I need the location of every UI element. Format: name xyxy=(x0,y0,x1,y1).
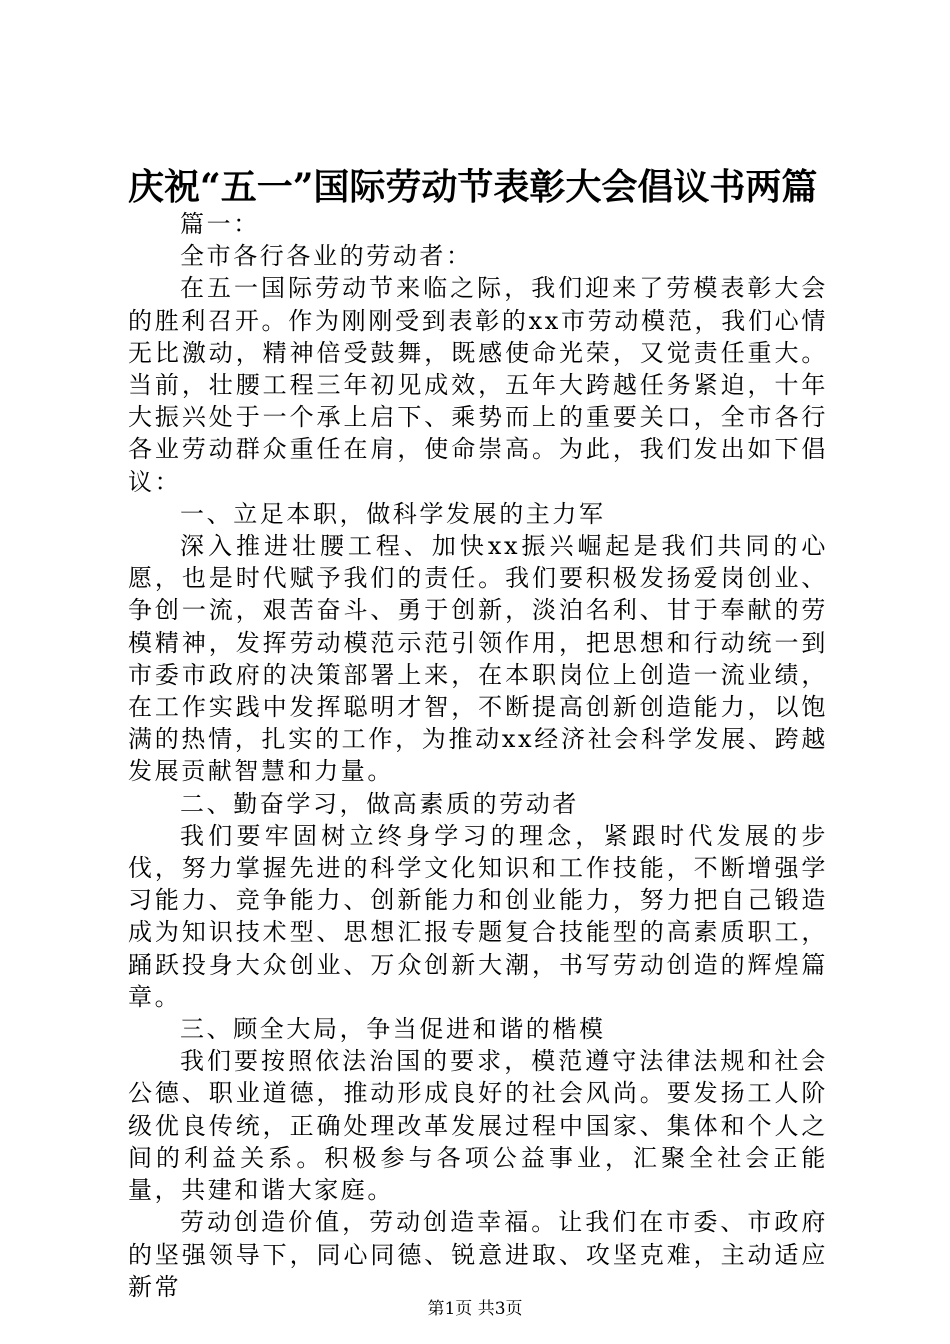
paragraph-three: 我们要按照依法治国的要求，模范遵守法律法规和社会公德、职业道德，推动形成良好的社会风尚。要发扬工人阶级优良传统，正确处理改革发展过程中国家、集体和个人之间的利益关系。积极参与各项公益事业，汇聚全社会正能量，共建和谐大家庭。 xyxy=(128,1047,828,1205)
document-body xyxy=(128,208,828,1303)
heading-one: 一、立足本职，做科学发展的主力军 xyxy=(180,499,606,528)
document-title: 庆祝“五一”国际劳动节表彰大会倡议书两篇 xyxy=(128,166,818,208)
paragraph-two: 我们要牢固树立终身学习的理念，紧跟时代发展的步伐，努力掌握先进的科学文化知识和工作技能，不断增强学习能力、竞争能力、创新能力和创业能力，努力把自己锻造成为知识技术型、思想汇报专题复合技能型的高素质职工，踊跃投身大众创业、万众创新大潮，书写劳动创造的辉煌篇章。 xyxy=(128,821,828,1011)
page-footer: 第1页 共3页 xyxy=(427,1299,523,1319)
section-label: 篇一： xyxy=(180,210,260,238)
heading-two: 二、勤奋学习，做高素质的劳动者 xyxy=(180,789,579,818)
heading-three: 三、顾全大局，争当促进和谐的楷模 xyxy=(180,1015,606,1044)
salutation: 全市各行各业的劳动者： xyxy=(180,242,473,271)
paragraph-one: 深入推进壮腰工程、加快xx振兴崛起是我们共同的心愿，也是时代赋予我们的责任。我们要积极发扬爱岗创业、争创一流，艰苦奋斗、勇于创新，淡泊名利、甘于奉献的劳模精神，发挥劳动模范示范引领作用，把思想和行动统一到市委市政府的决策部署上来，在本职岗位上创造一流业绩，在工作实践中发挥聪明才智，不断提高创新创造能力，以饱满的热情，扎实的工作，为推动xx经济社会科学发展、跨越发展贡献智慧和力量。 xyxy=(128,532,828,786)
intro-paragraph: 在五一国际劳动节来临之际，我们迎来了劳模表彰大会的胜利召开。作为刚刚受到表彰的xx市劳动模范，我们心情无比激动，精神倍受鼓舞，既感使命光荣，又觉责任重大。当前，壮腰工程三年初见成效，五年大跨越任务紧迫，十年大振兴处于一个承上启下、乘势而上的重要关口，全市各行各业劳动群众重任在肩，使命崇高。为此，我们发出如下倡议： xyxy=(128,274,828,496)
closing-paragraph: 劳动创造价值，劳动创造幸福。让我们在市委、市政府的坚强领导下，同心同德、锐意进取、攻坚克难，主动适应新常 xyxy=(128,1208,828,1301)
